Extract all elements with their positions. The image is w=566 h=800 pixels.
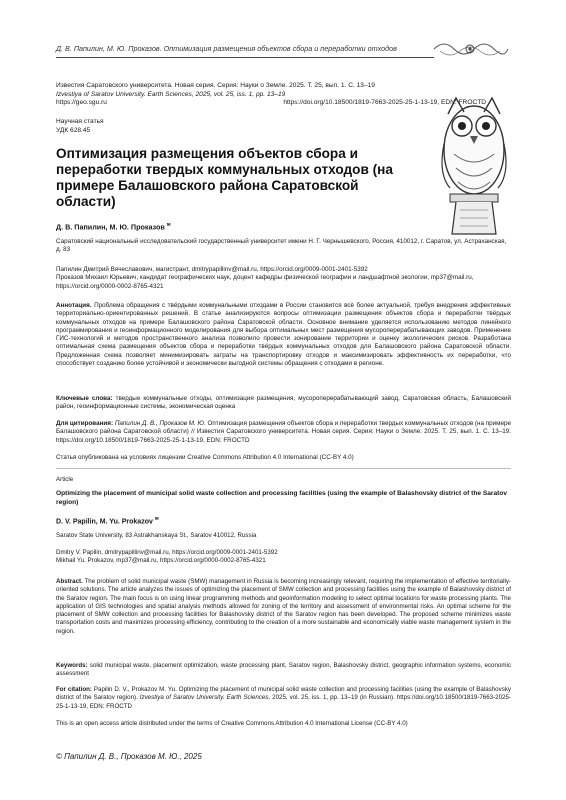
authors-ru [56, 222, 171, 231]
abstract-label-ru: Аннотация. [56, 302, 92, 309]
citation-authors-ru: Папилин Д. В., Проказов М. Ю. [114, 420, 206, 427]
author-info-ru [56, 266, 511, 291]
keywords-text-en: solid municipal waste, placement optimization, waste processing plant, Saratov region, Balashovsky district, geographic information systems, economic assessment [56, 662, 511, 678]
keywords-label-en: Keywords: [56, 662, 88, 669]
abstract-en [56, 578, 511, 636]
authors-en-text: D. V. Papilin, M. Yu. Prokazov [56, 518, 153, 526]
affiliation-en: Saratov State University, 83 Astrakhanskaya St., Saratov 410012, Russia [56, 532, 257, 539]
license-ru: Статья опубликована на условиях лицензии Creative Commons Attribution 4.0 International (CC-BY 4.0) [56, 454, 354, 461]
citation-label-en: For citation: [56, 686, 92, 693]
doi-link[interactable]: https://doi.org/10.18500/1819-7663-2025-25-1-13-19, EDN: FROCTD [283, 99, 486, 107]
keywords-text-ru: твердые коммунальные отходы, оптимизация размещения, мусороперерабатывающий завод, Саратовская область, Балашовский район, геоинформационные системы, экономическая оценка [56, 395, 512, 411]
citation-text-en: Optimizing the placement of municipal solid waste collection and processing facilities (using the example of Balashovsky district of the Saratov region). [56, 686, 512, 702]
journal-line-ru: Известия Саратовского университета. Новая серия. Серия: Науки о Земле. 2025. Т. 25, вып. 1. С. 13–19 [56, 82, 375, 89]
journal-info [56, 82, 486, 108]
author-info-en [56, 549, 511, 566]
copyright: © Папилин Д. В., Проказов М. Ю., 2025 [56, 752, 202, 761]
udk-code: УДК 628.45 [56, 126, 91, 134]
section-divider [56, 468, 511, 469]
envelope-icon-en: ✉ [154, 516, 159, 521]
abstract-text-en: The problem of solid municipal waste (SMW) management in Russia is becoming increasingly relevant, requiring the implementation of effective territorially-oriented solutions. The article analyzes the issues of optimizing the placement of SMW collection and processing facilities using the example of Balashovsky district of the Saratov region. The main focus is on using linear programming methods and geoinformation modeling to select optimal locations for waste processing plants. The application of GIS technologies and spatial analysis methods allowed for zoning of the territory and assessment of environmental risks. An optimal scheme for the placement of SMW collection and processing facilities for Balashovsky district of the Saratov region has been developed. The proposed scheme minimizes waste transportation costs and maximizes processing efficiency, contributing to the creation of a more sustainable and economically viable waste management system in the region. [56, 578, 511, 635]
author2-ru: Проказов Михаил Юрьевич, кандидат географических наук, доцент кафедры физической географии и ландшафтной экологии, mp37@mail.ru, https://orcid.org/0000-0002-8765-4321 [56, 274, 474, 290]
keywords-ru [56, 395, 511, 412]
header-rule [56, 57, 434, 58]
citation-en [56, 686, 511, 711]
article-title-en: Optimizing the placement of municipal solid waste collection and processing facilities (using the example of Balashovsky district of the Saratov region) [56, 490, 508, 506]
envelope-icon: ✉ [166, 222, 171, 227]
article-type: Научная статья [56, 118, 104, 125]
keywords-label-ru: Ключевые слова: [56, 395, 113, 402]
author1-ru: Папилин Дмитрий Вячеславович, магистрант, dmitrypapillinv@mail.ru, https://orcid.org/0009-0001-2401-5392 [56, 266, 368, 273]
keywords-en [56, 662, 511, 679]
citation-text-ru: Оптимизация размещения объектов сбора и переработки твердых коммунальных отходов (на примере Балашовского района Саратовской области) // Известия Саратовского университета. Новая серия. Серия: Науки о Земле. 2025. Т. 25, вып. 1. С. 13–19. https://doi.org/10.18500/1819-7663-2025-25-1-13-19, EDN: FROCTD [56, 420, 512, 444]
author2-en: Mikhail Yu. Prokazov, mp37@mail.ru, https://orcid.org/0000-0002-8765-4321 [56, 557, 266, 565]
citation-ru [56, 420, 511, 445]
journal-line-en: Izvestiya of Saratov University. Earth Sciences, 2025, vol. 25, iss. 1, pp. 13–19 [56, 90, 286, 98]
citation-label-ru: Для цитирования: [56, 420, 114, 427]
authors-en [56, 516, 511, 525]
journal-site-link[interactable]: https://geo.sgu.ru [56, 99, 107, 107]
citation-authors-en: Papilin D. V., Prokazov M. Yu. [93, 686, 177, 693]
citation-journal-en: Izvestiya of Saratov University. Earth Sciences, [139, 694, 271, 702]
ornament-icon [430, 37, 510, 61]
running-header: Д. В. Папилин, М. Ю. Проказов. Оптимизация размещения объектов сбора и переработки отходов [56, 44, 397, 53]
license-en: This is an open access article distributed under the terms of Creative Commons Attribution 4.0 International License (CC-BY 4.0) [56, 720, 408, 727]
affiliation-ru: Саратовский национальный исследовательский государственный университет имени Н. Г. Чернышевского, Россия, 410012, г. Саратов, ул. Астраханская, д. 83 [56, 238, 507, 254]
article-meta [56, 118, 104, 135]
abstract-text-ru: Проблема обращения с твёрдыми коммунальными отходами в России становится всё более актуальной, требуя внедрения эффективных территориально-ориентированных решений. В статье анализируются вопросы оптимизации размещения объектов сбора и переработки твёрдых коммунальных отходов на примере Балашовского района Саратовской области. Основное внимание уделяется использованию методов линейного программирования и геоинформационного моделирования для выбора оптимальных мест размещения мусороперерабатывающих заводов. Применение ГИС-технологий и методов пространственного анализа позволило провести зонирование территории и оценку экологических рисков. Разработана оптимальная схема размещения объектов сбора и переработки твёрдых коммунальных отходов для Балашовского района Саратовской области. Предложенная схема позволяет минимизировать затраты на транспортировку отходов и максимизировать эффективность их переработки, что способствует созданию более устойчивой и экономически выгодной системы обращения с отходами в регионе. [56, 302, 511, 368]
article-title-ru: Оптимизация размещения объектов сбора и переработки твердых коммунальных отходов (на примере Балашовского района Саратовской области) [56, 146, 393, 209]
authors-ru-text: Д. В. Папилин, М. Ю. Проказов [56, 222, 165, 232]
citation-tail-en: 2025, vol. 25, iss. 1, pp. 13–19 (in Russian). https://doi.org/10.18500/1819-7663-2025-25-1-13-19, EDN: FROCTD [56, 694, 511, 710]
author1-en: Dmitry V. Papilin, dmitrypapillinv@mail.ru, https://orcid.org/0009-0001-2401-5392 [56, 549, 278, 556]
abstract-label-en: Abstract. [56, 578, 83, 585]
abstract-ru [56, 302, 511, 368]
article-label-en: Article [56, 476, 74, 483]
